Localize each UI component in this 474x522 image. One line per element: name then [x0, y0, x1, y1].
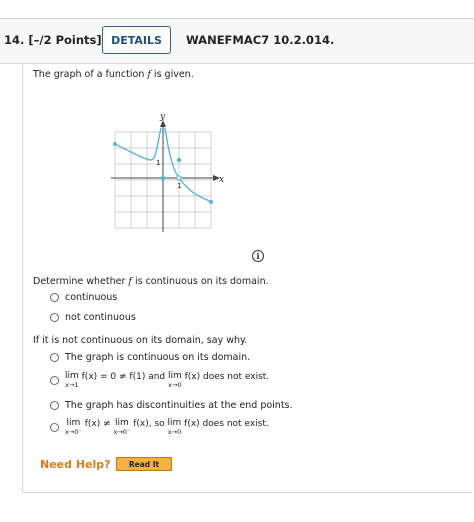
- x-tick-label: 1: [177, 182, 182, 190]
- option-end-points-label: The graph has discontinuities at the end points.: [65, 400, 293, 411]
- right-endpoint-dot: [209, 200, 213, 204]
- details-button[interactable]: DETAILS: [102, 26, 171, 54]
- option-limit-not-equal-label: lim x→1 f(x) = 0 ≠ f(1) and lim x→0 f(x) does not exist.: [65, 371, 270, 389]
- filled-point-f-of-1: [177, 158, 181, 162]
- option-not-continuous-label: not continuous: [65, 312, 136, 323]
- radio-option-limit-not-equal[interactable]: [50, 376, 59, 385]
- info-icon[interactable]: i: [252, 250, 264, 262]
- question-header: [0, 19, 474, 64]
- radio-continuous[interactable]: [50, 293, 59, 302]
- part1-question: Determine whether f is continuous on its domain.: [33, 276, 269, 287]
- left-endpoint-dot: [113, 142, 117, 146]
- question-number: 14. [–/2 Points]: [4, 33, 102, 47]
- option-continuous-label: continuous: [65, 292, 118, 303]
- question-id: WANEFMAC7 10.2.014.: [186, 33, 335, 47]
- prompt-text: The graph of a function f is given.: [33, 69, 194, 80]
- open-point-at-x-1: [177, 176, 181, 180]
- need-help-label: Need Help?: [40, 458, 111, 471]
- filled-point-at-origin: [161, 176, 165, 180]
- question-body: [22, 64, 472, 493]
- option-continuous-on-domain-label: The graph is continuous on its domain.: [65, 352, 251, 363]
- radio-option-end-points[interactable]: [50, 401, 59, 410]
- y-tick-label: 1: [156, 159, 161, 167]
- radio-option-continuous-on-domain[interactable]: [50, 353, 59, 362]
- right-branch-curve: [165, 128, 211, 202]
- y-axis-label: y: [160, 114, 166, 122]
- radio-not-continuous[interactable]: [50, 313, 59, 322]
- part2-question: If it is not continuous on its domain, say why.: [33, 335, 248, 346]
- radio-option-one-sided-limits[interactable]: [50, 423, 59, 432]
- read-it-button[interactable]: Read It: [116, 457, 172, 471]
- x-axis-label: x: [219, 175, 225, 185]
- option-one-sided-limits-label: lim x→0⁻ f(x) ≠ lim x→0⁻ f(x), so lim x→0 f(x) does not exist.: [65, 418, 269, 436]
- function-graph: [111, 114, 231, 234]
- left-branch-curve: [115, 128, 161, 160]
